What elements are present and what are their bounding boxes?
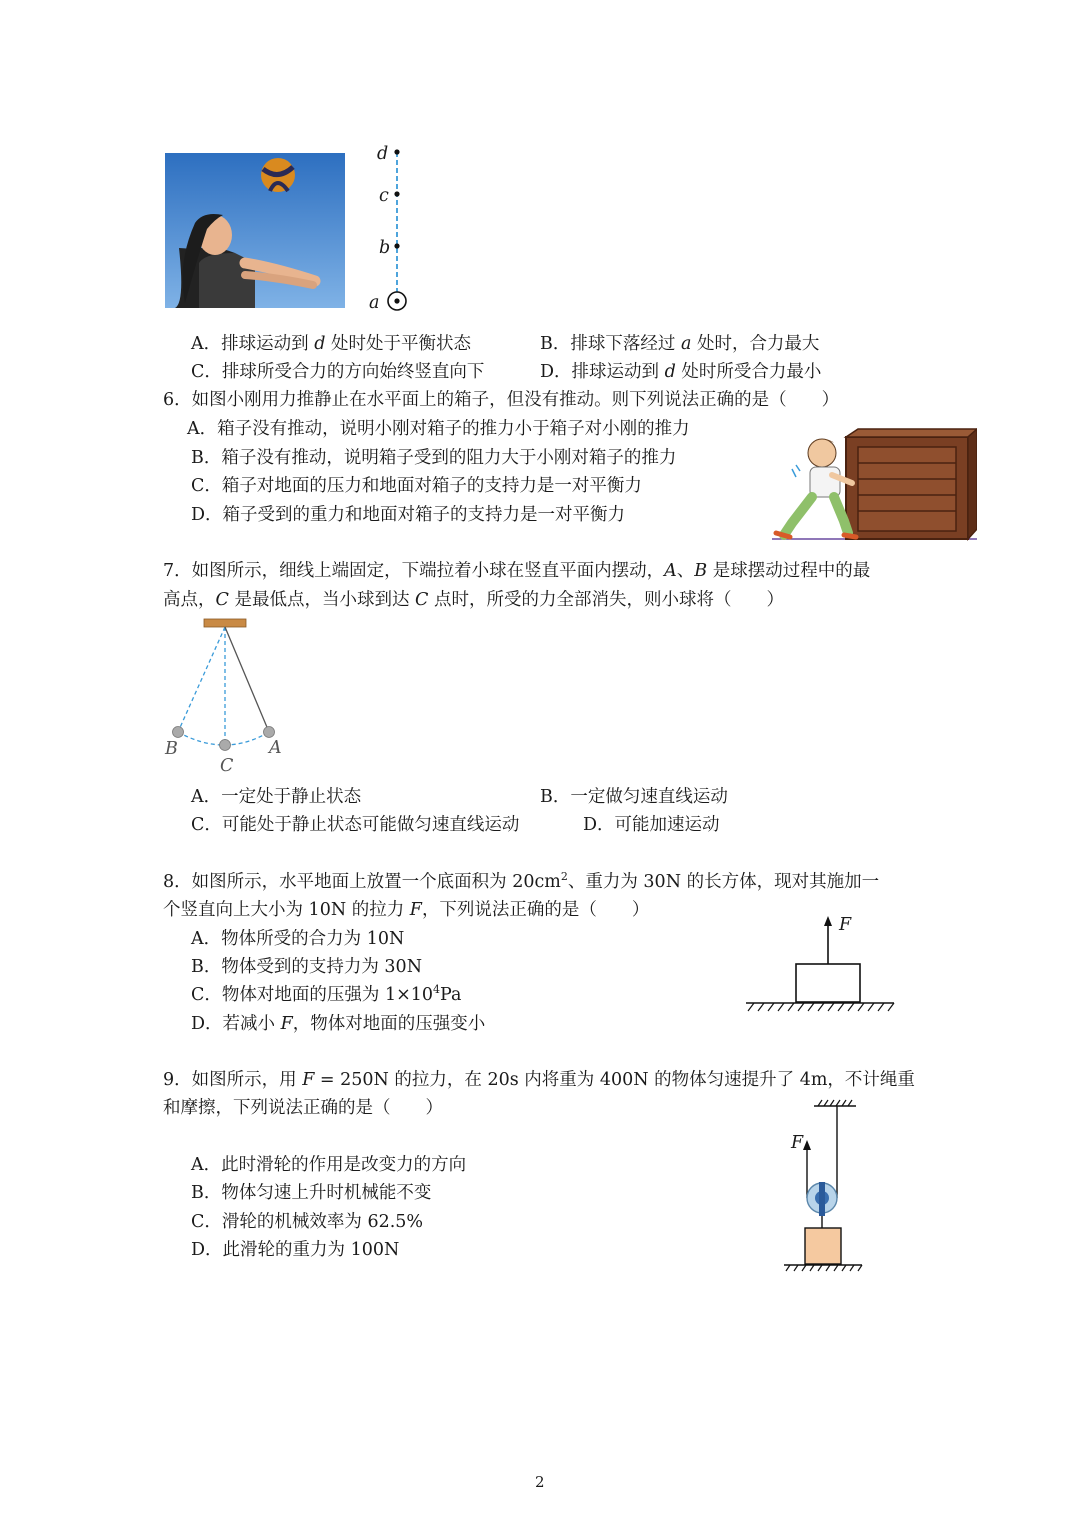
q7-option-a[interactable]: A．一定处于静止状态	[191, 787, 362, 807]
q8-option-d[interactable]: D．若减小 F，物体对地面的压强变小	[191, 1014, 486, 1034]
point-label-b: b	[379, 238, 391, 258]
q7-stem-line1: 7．如图所示，细线上端固定，下端拉着小球在竖直平面内摆动，A、B 是球摆动过程中的最	[163, 561, 871, 581]
q6-option-a[interactable]: A．箱子没有推动，说明小刚对箱子的推力小于箱子对小刚的推力	[187, 419, 690, 439]
q8-option-b[interactable]: B．物体受到的支持力为 30N	[191, 957, 423, 977]
q5-option-d[interactable]: D．排球运动到 d 处时所受合力最小	[540, 362, 822, 382]
q9-option-a[interactable]: A．此时滑轮的作用是改变力的方向	[191, 1155, 467, 1175]
q9-option-c[interactable]: C．滑轮的机械效率为 62.5%	[191, 1212, 424, 1232]
q5-option-b[interactable]: B．排球下落经过 a 处时，合力最大	[540, 334, 820, 354]
ball-trajectory-diagram	[362, 140, 412, 315]
point-label-d: d	[377, 144, 389, 164]
q8-stem-line2: 个竖直向上大小为 10N 的拉力 F，下列说法正确的是（ ）	[163, 900, 650, 920]
q6-option-c[interactable]: C．箱子对地面的压力和地面对箱子的支持力是一对平衡力	[191, 476, 642, 496]
q7-stem-line2: 高点，C 是最低点，当小球到达 C 点时，所受的力全部消失，则小球将（ ）	[163, 590, 784, 610]
point-label-a: a	[369, 293, 380, 313]
boy-pushing-box-illustration	[772, 425, 977, 545]
q6-option-b[interactable]: B．箱子没有推动，说明箱子受到的阻力大于小刚对箱子的推力	[191, 448, 677, 468]
pendulum-label-b: B	[165, 739, 178, 759]
pendulum-label-a: A	[269, 738, 282, 758]
pulley-diagram	[780, 1098, 870, 1273]
q9-stem-line1: 9．如图所示，用 F = 250N 的拉力，在 20s 内将重为 400N 的物体匀速提升了 4m，不计绳重	[163, 1070, 915, 1090]
pendulum-label-c: C	[220, 756, 234, 776]
q5-option-c[interactable]: C．排球所受合力的方向始终竖直向下	[191, 362, 485, 382]
q5-option-a[interactable]: A．排球运动到 d 处时处于平衡状态	[191, 334, 471, 354]
q8-option-a[interactable]: A．物体所受的合力为 10N	[191, 929, 405, 949]
force-label-f: F	[839, 915, 852, 935]
q7-option-c[interactable]: C．可能处于静止状态可能做匀速直线运动	[191, 815, 520, 835]
q9-option-d[interactable]: D．此滑轮的重力为 100N	[191, 1240, 400, 1260]
q8-stem-line1: 8．如图所示，水平地面上放置一个底面积为 $20cm^2$、重力为 30N 的长方体，现对其施加一	[163, 870, 880, 892]
block-force-diagram	[740, 912, 900, 1016]
point-label-c: c	[379, 186, 389, 206]
q8-option-c[interactable]: C．物体对地面的压强为 $1\times 10^4Pa$	[191, 983, 462, 1005]
q7-option-b[interactable]: B．一定做匀速直线运动	[540, 787, 728, 807]
pulley-force-label-f: F	[791, 1133, 804, 1153]
q6-stem: 6．如图小刚用力推静止在水平面上的箱子，但没有推动。则下列说法正确的是（ ）	[163, 390, 840, 410]
q9-option-b[interactable]: B．物体匀速上升时机械能不变	[191, 1183, 432, 1203]
volleyball-photo	[165, 153, 345, 308]
q6-option-d[interactable]: D．箱子受到的重力和地面对箱子的支持力是一对平衡力	[191, 505, 626, 525]
page-number: 2	[535, 1473, 545, 1491]
q9-stem-line2: 和摩擦，下列说法正确的是（ ）	[163, 1098, 443, 1118]
q7-option-d[interactable]: D．可能加速运动	[583, 815, 720, 835]
